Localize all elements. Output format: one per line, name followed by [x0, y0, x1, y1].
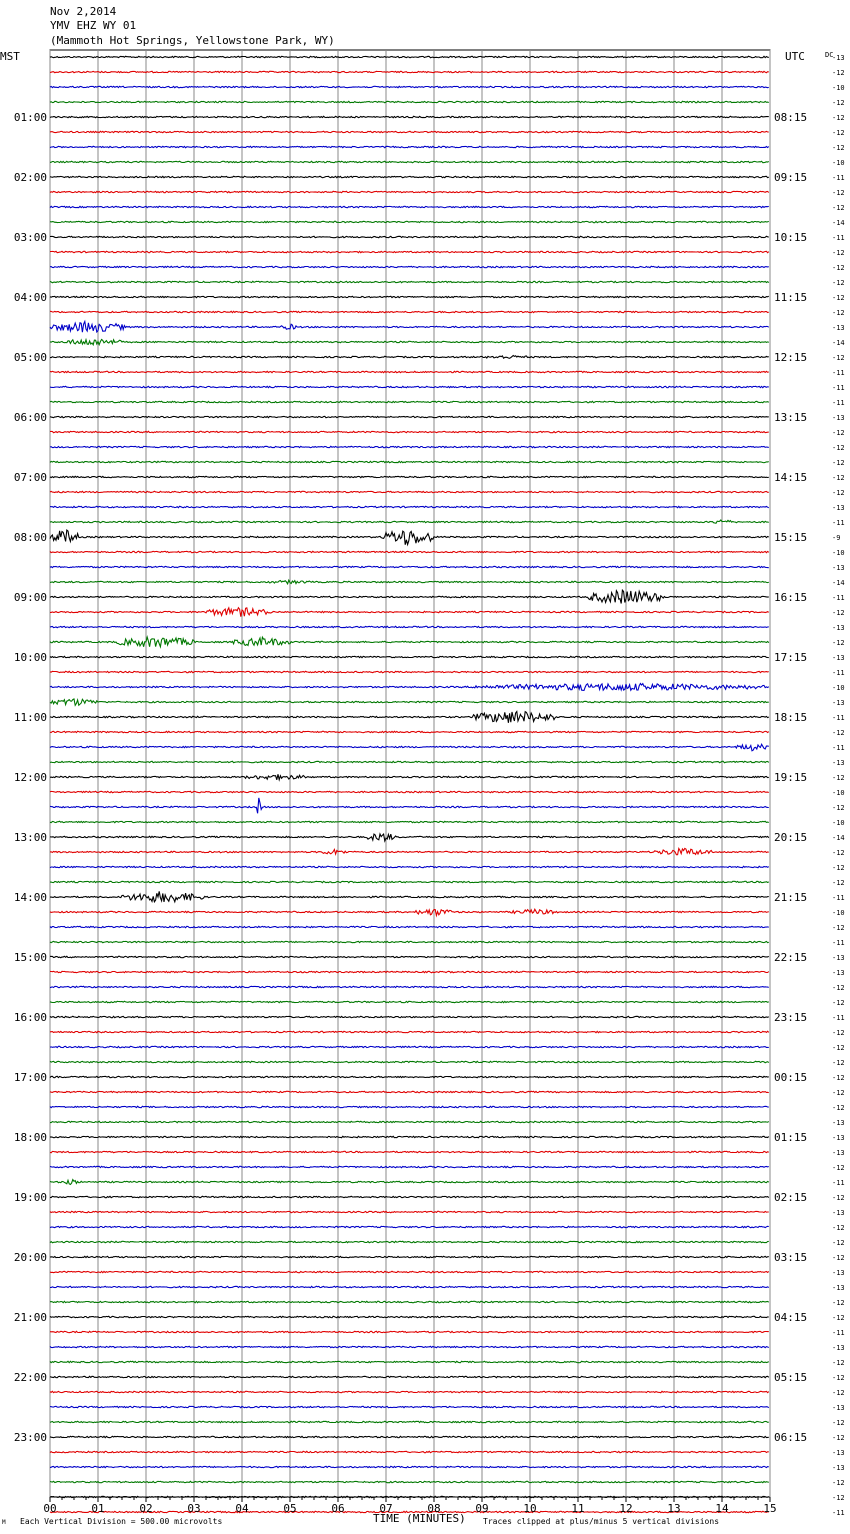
trace-row-77: [50, 1211, 769, 1212]
trace-row-57: [50, 909, 769, 915]
dc-offset-label: -10: [832, 84, 845, 92]
station-location: (Mammoth Hot Springs, Yellowstone Park, WY): [50, 34, 335, 47]
hour-label-utc: 00:15: [774, 1071, 808, 1084]
dc-offset-label: -11: [832, 369, 845, 377]
dc-offset-label: -14: [832, 834, 845, 842]
trace-row-36: [50, 590, 769, 603]
dc-offset-label: -12: [832, 1434, 845, 1442]
vertical-division-note: Each Vertical Division = 500.00 microvolts: [20, 1517, 223, 1526]
trace-row-3: [50, 101, 769, 102]
x-tick-label: 07: [379, 1502, 393, 1515]
dc-offset-label: -12: [832, 864, 845, 872]
x-tick-label: 14: [715, 1502, 729, 1515]
trace-row-76: [50, 1196, 769, 1197]
hour-label-utc: 17:15: [774, 651, 808, 664]
hour-label-mst: 03:00: [13, 231, 47, 244]
trace-row-27: [50, 461, 769, 462]
dc-offset-label: -12: [832, 1389, 845, 1397]
trace-row-19: [50, 340, 769, 345]
dc-offset-label: -13: [832, 1344, 845, 1352]
dc-offset-label: -12: [832, 1374, 845, 1382]
dc-offset-label: -12: [832, 1314, 845, 1322]
x-tick-label: 03: [187, 1502, 201, 1515]
dc-offset-label: -9: [832, 534, 841, 542]
hour-label-mst: 04:00: [13, 291, 47, 304]
plot-date: Nov 2,2014: [50, 5, 117, 18]
hour-label-mst: 05:00: [13, 351, 47, 364]
dc-offset-label: -13: [832, 504, 845, 512]
trace-row-21: [50, 371, 769, 372]
dc-offset-label: -12: [832, 1164, 845, 1172]
hour-label-mst: 16:00: [13, 1011, 47, 1024]
trace-row-47: [50, 761, 769, 762]
x-tick-label: 06: [331, 1502, 345, 1515]
hour-label-utc: 11:15: [774, 291, 808, 304]
x-tick-label: 12: [619, 1502, 633, 1515]
trace-row-20: [50, 356, 769, 359]
trace-row-2: [50, 86, 769, 87]
dc-offset-label: -13: [832, 1464, 845, 1472]
trace-row-78: [50, 1226, 769, 1227]
dc-offset-label: -12: [832, 984, 845, 992]
dc-offset-label: -13: [832, 1449, 845, 1457]
trace-row-13: [50, 251, 769, 252]
footer-marker: M: [2, 1519, 6, 1526]
trace-row-69: [50, 1091, 769, 1092]
dc-offset-label: -10: [832, 909, 845, 917]
hour-label-mst: 13:00: [13, 831, 47, 844]
hour-label-mst: 09:00: [13, 591, 47, 604]
trace-row-82: [50, 1286, 769, 1287]
dc-offset-label: -13: [832, 1149, 845, 1157]
hour-label-mst: 21:00: [13, 1311, 47, 1324]
trace-row-66: [50, 1046, 769, 1047]
trace-row-70: [50, 1106, 769, 1107]
trace-row-59: [50, 941, 769, 942]
hour-label-utc: 08:15: [774, 111, 808, 124]
dc-offset-label: -12: [832, 1224, 845, 1232]
dc-offset-label: -12: [832, 1254, 845, 1262]
hour-label-mst: 18:00: [13, 1131, 47, 1144]
x-tick-label: 09: [475, 1502, 489, 1515]
trace-row-1: [50, 71, 769, 72]
dc-offset-label: -13: [832, 564, 845, 572]
hour-label-utc: 05:15: [774, 1371, 808, 1384]
dc-offset-label: -10: [832, 549, 845, 557]
dc-offset-label: -12: [832, 1074, 845, 1082]
trace-row-73: [50, 1151, 769, 1152]
hour-label-utc: 15:15: [774, 531, 808, 544]
hour-label-utc: 18:15: [774, 711, 808, 724]
dc-heading: DC: [825, 51, 834, 59]
hour-label-utc: 06:15: [774, 1431, 808, 1444]
dc-offset-label: -12: [832, 804, 845, 812]
trace-row-4: [50, 116, 769, 117]
dc-offset-label: -12: [832, 999, 845, 1007]
trace-row-9: [50, 191, 769, 192]
trace-row-29: [50, 491, 769, 492]
dc-offset-label: -11: [832, 174, 845, 182]
trace-row-15: [50, 281, 769, 282]
hour-label-mst: 06:00: [13, 411, 47, 424]
dc-offset-label: -12: [832, 144, 845, 152]
dc-offset-label: -12: [832, 354, 845, 362]
dc-offset-label: -12: [832, 99, 845, 107]
trace-row-31: [50, 520, 769, 523]
trace-row-85: [50, 1331, 769, 1332]
trace-row-14: [50, 266, 769, 267]
hour-label-mst: 11:00: [13, 711, 47, 724]
dc-offset-label: -12: [832, 279, 845, 287]
trace-row-88: [50, 1376, 769, 1377]
trace-row-63: [50, 1001, 769, 1002]
trace-row-64: [50, 1016, 769, 1017]
dc-offset-label: -12: [832, 1359, 845, 1367]
dc-offset-label: -12: [832, 249, 845, 257]
trace-row-91: [50, 1421, 769, 1422]
trace-row-40: [50, 656, 769, 657]
x-tick-label: 11: [571, 1502, 585, 1515]
dc-offset-label: -13: [832, 624, 845, 632]
dc-offset-label: -12: [832, 459, 845, 467]
trace-row-10: [50, 206, 769, 207]
trace-row-61: [50, 971, 769, 972]
dc-offset-label: -10: [832, 819, 845, 827]
trace-row-75: [50, 1180, 769, 1185]
x-tick-label: 01: [91, 1502, 105, 1515]
hour-label-utc: 09:15: [774, 171, 808, 184]
dc-offset-label: -12: [832, 849, 845, 857]
trace-row-90: [50, 1406, 769, 1407]
trace-row-5: [50, 131, 769, 132]
dc-offset-label: -14: [832, 339, 845, 347]
dc-offset-label: -12: [832, 429, 845, 437]
x-axis-title: TIME (MINUTES): [373, 1512, 466, 1525]
dc-offset-label: -13: [832, 654, 845, 662]
dc-offset-label: -10: [832, 789, 845, 797]
trace-row-43: [50, 699, 769, 705]
dc-offset-label: -12: [832, 204, 845, 212]
hour-label-mst: 20:00: [13, 1251, 47, 1264]
dc-offset-label: -13: [832, 1119, 845, 1127]
x-tick-label: 13: [667, 1502, 681, 1515]
trace-row-41: [50, 671, 769, 672]
hour-label-utc: 10:15: [774, 231, 808, 244]
hour-label-utc: 19:15: [774, 771, 808, 784]
trace-row-8: [50, 176, 769, 177]
trace-row-94: [50, 1466, 769, 1467]
dc-offset-label: -12: [832, 1239, 845, 1247]
x-tick-label: 08: [427, 1502, 441, 1515]
dc-offset-label: -13: [832, 1284, 845, 1292]
trace-row-68: [50, 1076, 769, 1077]
trace-row-12: [50, 236, 769, 237]
trace-row-92: [50, 1436, 769, 1437]
trace-row-53: [50, 848, 769, 854]
trace-row-72: [50, 1136, 769, 1137]
trace-row-11: [50, 221, 769, 222]
hour-label-mst: 23:00: [13, 1431, 47, 1444]
mst-label: MST: [0, 50, 20, 63]
trace-row-46: [50, 744, 769, 751]
hour-label-utc: 16:15: [774, 591, 808, 604]
dc-offset-label: -12: [832, 639, 845, 647]
hour-label-utc: 14:15: [774, 471, 808, 484]
dc-offset-label: -11: [832, 714, 845, 722]
trace-row-38: [50, 626, 769, 627]
trace-row-39: [50, 637, 769, 647]
dc-offset-label: -12: [832, 69, 845, 77]
x-tick-label: 05: [283, 1502, 297, 1515]
hour-label-mst: 12:00: [13, 771, 47, 784]
dc-offset-label: -12: [832, 1419, 845, 1427]
x-tick-label: 04: [235, 1502, 249, 1515]
hour-label-mst: 10:00: [13, 651, 47, 664]
trace-row-50: [50, 798, 769, 813]
dc-offset-label: -13: [832, 324, 845, 332]
dc-offset-label: -12: [832, 609, 845, 617]
seismic-traces: [50, 56, 769, 1512]
trace-row-74: [50, 1166, 769, 1167]
trace-row-87: [50, 1361, 769, 1362]
trace-row-54: [50, 866, 769, 867]
dc-offset-label: -13: [832, 759, 845, 767]
trace-row-35: [50, 580, 769, 584]
hour-label-mst: 08:00: [13, 531, 47, 544]
dc-offset-label: -12: [832, 924, 845, 932]
dc-offset-label: -13: [832, 54, 845, 62]
hour-label-mst: 02:00: [13, 171, 47, 184]
trace-row-42: [50, 684, 769, 691]
dc-offset-label: -11: [832, 1014, 845, 1022]
trace-row-30: [50, 506, 769, 507]
hour-label-utc: 21:15: [774, 891, 808, 904]
hour-label-utc: 04:15: [774, 1311, 808, 1324]
dc-offset-label: -13: [832, 1134, 845, 1142]
x-tick-label: 00: [43, 1502, 57, 1515]
trace-row-84: [50, 1316, 769, 1317]
dc-offset-label: -11: [832, 384, 845, 392]
x-tick-label: 02: [139, 1502, 153, 1515]
hour-label-utc: 01:15: [774, 1131, 808, 1144]
dc-offset-label: -11: [832, 939, 845, 947]
trace-row-65: [50, 1031, 769, 1032]
dc-offset-label: -13: [832, 414, 845, 422]
hour-label-mst: 15:00: [13, 951, 47, 964]
dc-offset-label: -11: [832, 234, 845, 242]
trace-row-80: [50, 1256, 769, 1257]
trace-row-6: [50, 146, 769, 147]
trace-row-83: [50, 1301, 769, 1302]
trace-row-16: [50, 296, 769, 297]
trace-row-71: [50, 1121, 769, 1122]
dc-offset-label: -14: [832, 579, 845, 587]
dc-offset-label: -12: [832, 1104, 845, 1112]
trace-row-26: [50, 446, 769, 447]
trace-row-0: [50, 56, 769, 57]
dc-offset-labels: [832, 54, 845, 1517]
dc-offset-label: -11: [832, 1509, 845, 1517]
utc-label: UTC: [785, 50, 805, 63]
dc-offset-label: -13: [832, 1404, 845, 1412]
trace-row-51: [50, 821, 769, 822]
hour-label-mst: 01:00: [13, 111, 47, 124]
dc-offset-label: -12: [832, 189, 845, 197]
trace-row-17: [50, 311, 769, 312]
trace-row-52: [50, 834, 769, 841]
dc-offset-label: -12: [832, 1299, 845, 1307]
trace-row-37: [50, 608, 769, 617]
trace-row-58: [50, 926, 769, 927]
hour-label-mst: 17:00: [13, 1071, 47, 1084]
trace-row-7: [50, 161, 769, 162]
hour-label-utc: 02:15: [774, 1191, 808, 1204]
trace-row-86: [50, 1346, 769, 1347]
dc-offset-label: -11: [832, 894, 845, 902]
dc-offset-label: -12: [832, 264, 845, 272]
trace-row-89: [50, 1391, 769, 1392]
hour-label-mst: 14:00: [13, 891, 47, 904]
dc-offset-label: -12: [832, 444, 845, 452]
hour-label-mst: 07:00: [13, 471, 47, 484]
dc-offset-label: -12: [832, 294, 845, 302]
hour-label-mst: 22:00: [13, 1371, 47, 1384]
trace-row-25: [50, 431, 769, 432]
dc-offset-label: -11: [832, 744, 845, 752]
trace-row-55: [50, 881, 769, 882]
station-code: YMV EHZ WY 01: [50, 19, 137, 32]
hour-label-utc: 20:15: [774, 831, 808, 844]
dc-offset-label: -11: [832, 1179, 845, 1187]
dc-offset-label: -14: [832, 219, 845, 227]
trace-row-81: [50, 1271, 769, 1272]
dc-offset-label: -13: [832, 954, 845, 962]
dc-offset-label: -12: [832, 774, 845, 782]
hour-label-utc: 13:15: [774, 411, 808, 424]
dc-offset-label: -12: [832, 729, 845, 737]
hour-label-utc: 22:15: [774, 951, 808, 964]
trace-row-93: [50, 1451, 769, 1452]
dc-offset-label: -12: [832, 309, 845, 317]
hour-label-mst: 19:00: [13, 1191, 47, 1204]
trace-row-79: [50, 1241, 769, 1242]
trace-row-60: [50, 956, 769, 957]
trace-row-18: [50, 322, 769, 333]
dc-offset-label: -11: [832, 399, 845, 407]
trace-row-33: [50, 551, 769, 552]
x-tick-label: 10: [523, 1502, 537, 1515]
trace-row-34: [50, 566, 769, 567]
dc-offset-label: -12: [832, 1029, 845, 1037]
dc-offset-label: -13: [832, 969, 845, 977]
dc-offset-label: -12: [832, 879, 845, 887]
trace-row-49: [50, 791, 769, 792]
dc-offset-label: -12: [832, 1089, 845, 1097]
dc-offset-label: -12: [832, 1194, 845, 1202]
dc-offset-label: -11: [832, 519, 845, 527]
trace-row-62: [50, 986, 769, 987]
dc-offset-label: -13: [832, 1209, 845, 1217]
hour-label-utc: 12:15: [774, 351, 808, 364]
trace-row-23: [50, 401, 769, 402]
dc-offset-label: -11: [832, 669, 845, 677]
trace-row-44: [50, 712, 769, 723]
dc-offset-label: -11: [832, 594, 845, 602]
trace-row-32: [50, 530, 769, 545]
dc-offset-label: -10: [832, 684, 845, 692]
dc-offset-label: -10: [832, 159, 845, 167]
dc-offset-label: -12: [832, 489, 845, 497]
clip-note: Traces clipped at plus/minus 5 vertical divisions: [483, 1517, 720, 1526]
trace-row-95: [50, 1481, 769, 1482]
dc-offset-label: -12: [832, 114, 845, 122]
hour-label-utc: 03:15: [774, 1251, 808, 1264]
dc-offset-label: -11: [832, 1329, 845, 1337]
hour-label-utc: 23:15: [774, 1011, 808, 1024]
trace-row-56: [50, 891, 769, 902]
trace-row-24: [50, 416, 769, 417]
dc-offset-label: -12: [832, 1044, 845, 1052]
trace-row-67: [50, 1061, 769, 1062]
dc-offset-label: -13: [832, 1269, 845, 1277]
dc-offset-label: -12: [832, 474, 845, 482]
dc-offset-label: -13: [832, 699, 845, 707]
dc-offset-label: -12: [832, 1479, 845, 1487]
trace-row-48: [50, 774, 769, 780]
trace-row-22: [50, 386, 769, 387]
dc-offset-label: -12: [832, 1494, 845, 1502]
dc-offset-label: -12: [832, 1059, 845, 1067]
trace-row-28: [50, 476, 769, 477]
dc-offset-label: -12: [832, 129, 845, 137]
trace-row-45: [50, 731, 769, 732]
x-tick-label: 15: [763, 1502, 777, 1515]
